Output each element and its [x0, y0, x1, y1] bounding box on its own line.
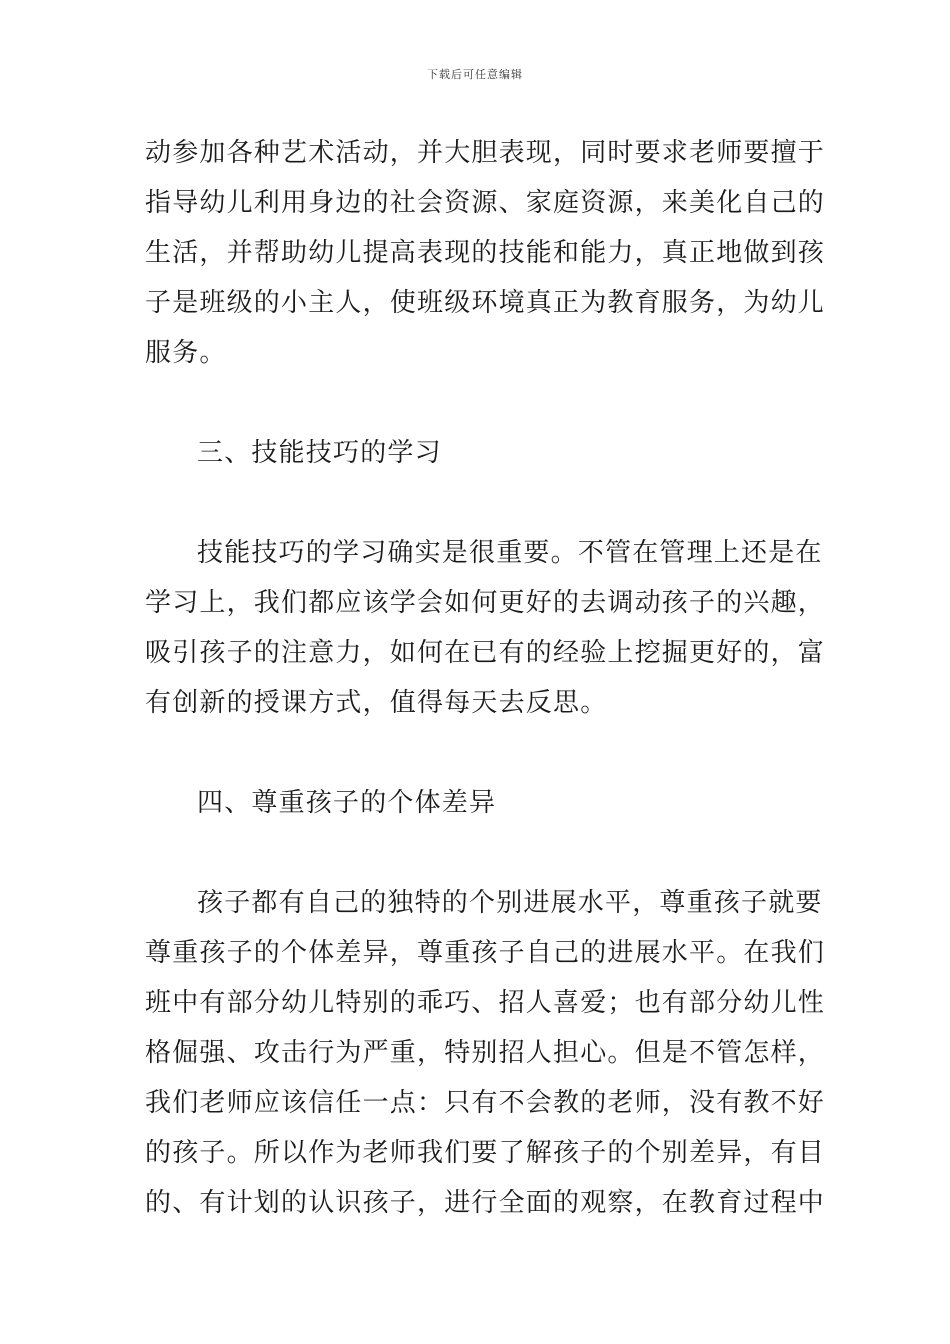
paragraph-line: 的、有计划的认识孩子，进行全面的观察，在教育过程中: [145, 1188, 826, 1218]
paragraph-line: 孩子都有自己的独特的个别进展水平，尊重孩子就要: [197, 888, 823, 918]
section-heading: 四、尊重孩子的个体差异: [197, 788, 497, 818]
paragraph: [145, 878, 826, 1228]
paragraph-line: 动参加各种艺术活动，并大胆表现，同时要求老师要擅于: [145, 138, 826, 168]
paragraph-line: 学习上，我们都应该学会如何更好的去调动孩子的兴趣，: [145, 588, 826, 618]
paragraph-line: 服务。: [145, 338, 227, 368]
paragraph-line: 尊重孩子的个体差异，尊重孩子自己的进展水平。在我们: [145, 938, 826, 968]
paragraph: [145, 128, 826, 378]
paragraph-line: 指导幼儿利用身边的社会资源、家庭资源，来美化自己的: [145, 188, 826, 218]
paragraph-line: 班中有部分幼儿特别的乖巧、招人喜爱；也有部分幼儿性: [145, 988, 826, 1018]
paragraph-line: 吸引孩子的注意力，如何在已有的经验上挖掘更好的，富: [145, 638, 826, 668]
paragraph-line: 我们老师应该信任一点：只有不会教的老师，没有教不好: [145, 1088, 826, 1118]
paragraph-line: 的孩子。所以作为老师我们要了解孩子的个别差异，有目: [145, 1138, 826, 1168]
section-heading: 三、技能技巧的学习: [197, 438, 442, 468]
paragraph-line: 有创新的授课方式，值得每天去反思。: [145, 688, 608, 718]
document-body: [145, 128, 826, 1228]
paragraph: [145, 528, 826, 728]
page-header: 下载后可任意编辑: [427, 68, 523, 81]
paragraph-line: 技能技巧的学习确实是很重要。不管在管理上还是在: [197, 538, 823, 568]
paragraph-line: 子是班级的小主人，使班级环境真正为教育服务，为幼儿: [145, 288, 826, 318]
paragraph-line: 格倔强、攻击行为严重，特别招人担心。但是不管怎样，: [145, 1038, 826, 1068]
paragraph-line: 生活，并帮助幼儿提高表现的技能和能力，真正地做到孩: [145, 238, 826, 268]
